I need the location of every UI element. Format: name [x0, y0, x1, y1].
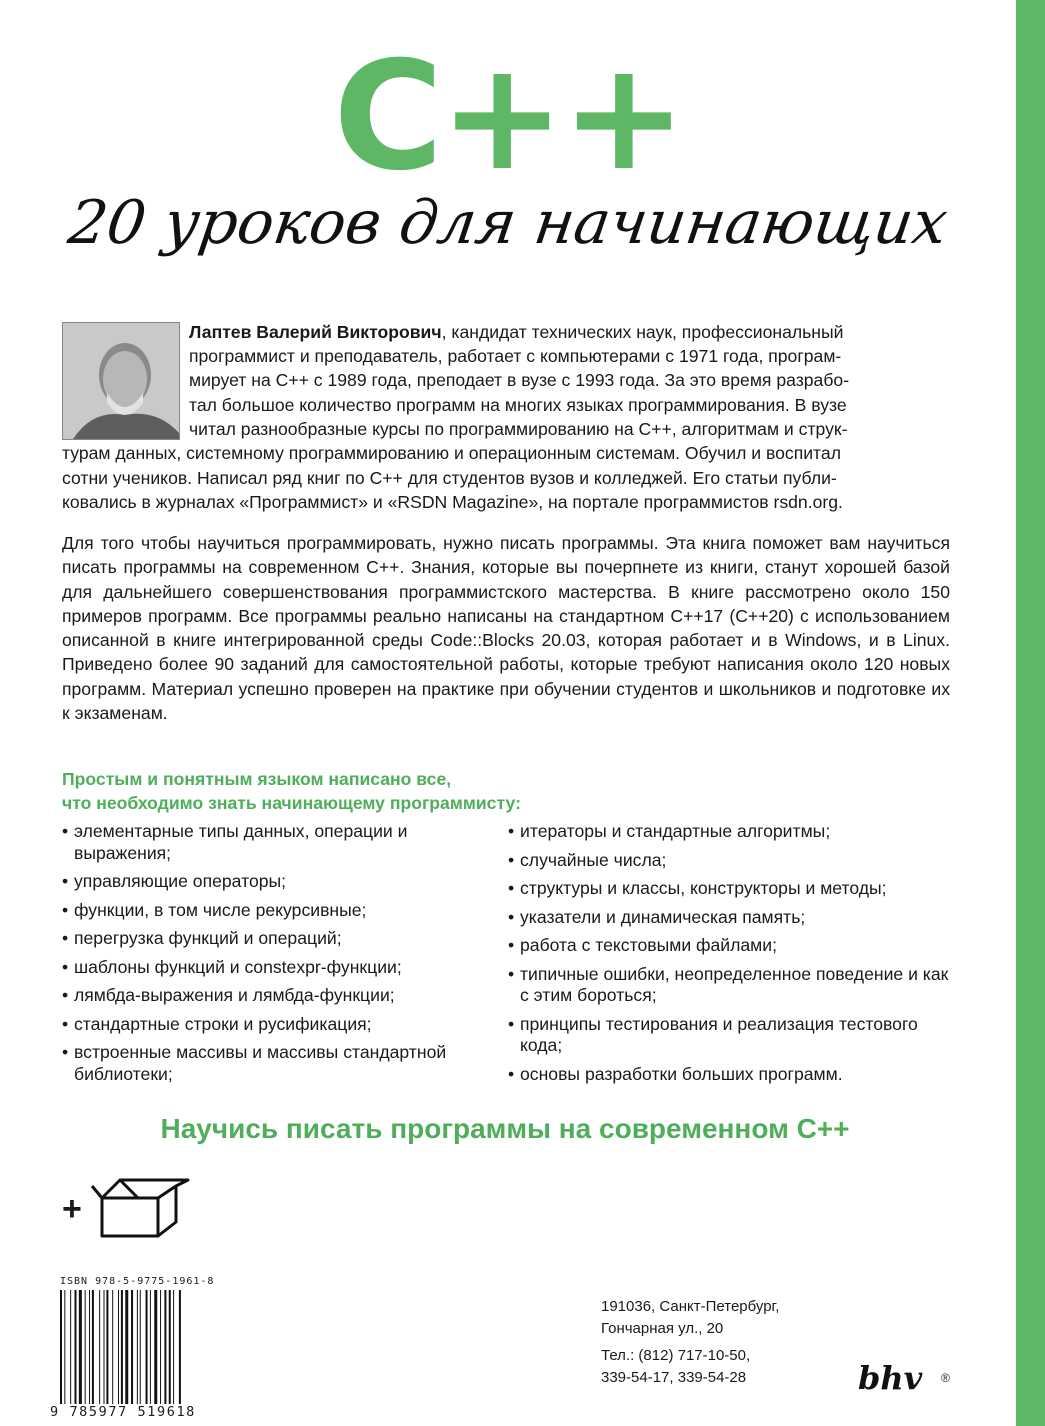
- list-item: • элементарные типы данных, операции и выражения;: [62, 821, 462, 864]
- bio-line: программист и преподаватель, работает с компьютерами с 1971 года, програм-: [189, 346, 842, 366]
- book-subtitle: 20 уроков для начинающих: [64, 188, 952, 258]
- list-item: • работа с текстовыми файлами;: [508, 935, 958, 957]
- bio-line: читал разнообразные курсы по программированию на С++, алгоритмам и струк-: [189, 419, 848, 439]
- publisher-address: 191036, Санкт-Петербург, Гончарная ул., 20 Тел.: (812) 717-10-50, 339-54-17, 339-54-28: [601, 1298, 780, 1386]
- bio-line: Лаптев Валерий Викторович, кандидат технических наук, профессиональный: [189, 322, 844, 342]
- publisher-logo: bhv: [858, 1359, 923, 1397]
- book-title: C++: [333, 30, 683, 204]
- barcode-digits: 9 785977 519618: [50, 1404, 196, 1420]
- slogan: Научись писать программы на современном С++: [160, 1113, 850, 1144]
- list-item: • принципы тестирования и реализация тестового кода;: [508, 1014, 958, 1057]
- list-item: • стандартные строки и русификация;: [62, 1014, 462, 1036]
- bio-line: ковались в журналах «Программист» и «RSDN Magazine», на портале программистов rsdn.org.: [62, 492, 843, 512]
- open-box-icon: [90, 1176, 194, 1240]
- author-name: Лаптев Валерий Викторович: [189, 322, 442, 342]
- topics-right-list: [508, 821, 958, 1092]
- list-item: • шаблоны функций и constexpr-функции;: [62, 957, 462, 979]
- bio-line: сотни учеников. Написал ряд книг по С++ для студентов вузов и колледжей. Его статьи публи-: [62, 468, 837, 488]
- list-item: • случайные числа;: [508, 850, 958, 872]
- list-item: • управляющие операторы;: [62, 871, 462, 893]
- list-item: • итераторы и стандартные алгоритмы;: [508, 821, 958, 843]
- list-item: • указатели и динамическая память;: [508, 907, 958, 929]
- list-item: • лямбда-выражения и лямбда-функции;: [62, 985, 462, 1007]
- list-item: • основы разработки больших программ.: [508, 1064, 958, 1086]
- isbn-label: ISBN 978-5-9775-1961-8: [60, 1276, 215, 1287]
- bio-line: тал большое количество программ на многих языках программирования. В вузе: [189, 395, 847, 415]
- book-description: Для того чтобы научиться программировать, нужно писать программы. Эта книга поможет вам научиться писать программы на современном С++. Знания, которые вы почерпнете из книги, станут хорошей базой для дальнейшего совершенствования программистского мастерства. В книге рассмотрено около 150 примеров программ. Все программы реально написаны на стандартном С++17 (С++20) с использованием описанной в книге интегрированной среды Code::Blocks 20.03, которая работает и в Windows, и в Linux. Приведено более 90 заданий для самостоятельной работы, которые требуют написания около 120 новых программ. Материал успешно проверен на практике при обучении студентов и школьников и подготовке их к экзаменам.: [62, 533, 950, 724]
- bio-line: мирует на С++ с 1989 года, преподает в вузе с 1993 года. За это время разрабо-: [189, 370, 850, 390]
- barcode: [60, 1290, 220, 1405]
- registered-mark: ®: [941, 1371, 950, 1385]
- bio-line: турам данных, системному программированию и операционным системам. Обучил и воспитал: [62, 443, 841, 463]
- plus-sign: +: [62, 1190, 82, 1228]
- topics-left-list: [62, 821, 462, 1092]
- author-photo: [62, 322, 180, 440]
- list-item: • встроенные массивы и массивы стандартной библиотеки;: [62, 1042, 462, 1085]
- list-item: • перегрузка функций и операций;: [62, 928, 462, 950]
- list-item: • типичные ошибки, неопределенное поведение и как с этим бороться;: [508, 964, 958, 1007]
- list-item: • структуры и классы, конструкторы и методы;: [508, 878, 958, 900]
- green-side-strip: [1016, 0, 1045, 1426]
- topics-heading: Простым и понятным языком написано все, что необходимо знать начинающему программисту:: [62, 769, 521, 813]
- list-item: • функции, в том числе рекурсивные;: [62, 900, 462, 922]
